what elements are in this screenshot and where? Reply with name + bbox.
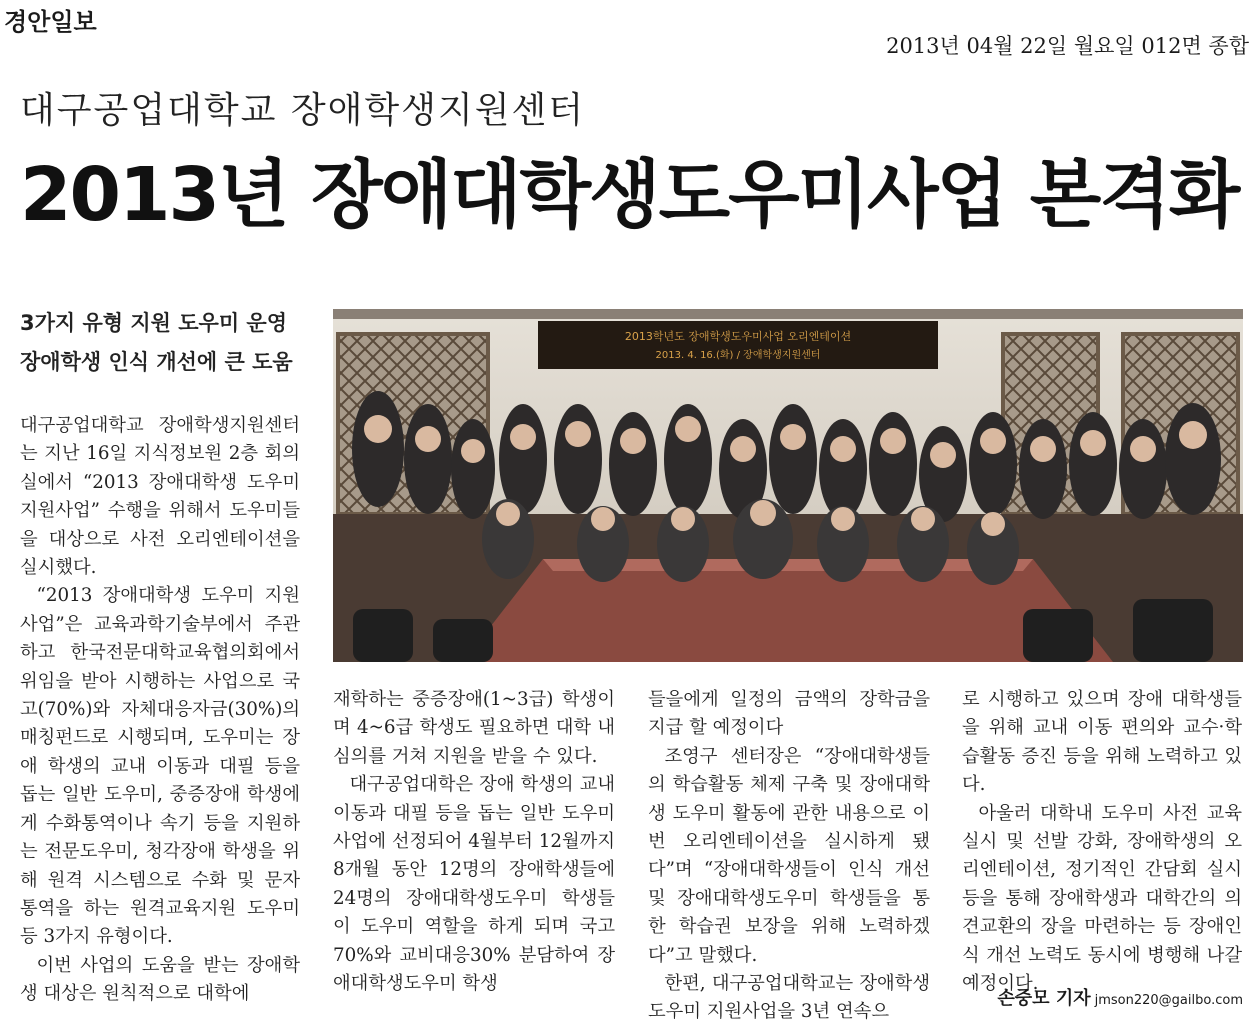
article-headline: 2013년 장애대학생도우미사업 본격화 — [20, 152, 1239, 238]
article-column-2 — [333, 686, 615, 998]
reporter-name: 손중모 기자 — [997, 988, 1091, 1009]
banner-text-2: 2013. 4. 16.(화) / 장애학생지원센터 — [655, 350, 821, 361]
paragraph: 들을에게 일정의 금액의 장학금을 지급 할 예정이다 — [648, 689, 930, 739]
subheading-1: 3가지 유형 지원 도우미 운영 — [20, 311, 288, 335]
paragraph: 재학하는 중증장애(1~3급) 학생이며 4~6급 학생도 필요하면 대학 내 심의를 거쳐 지원을 받을 수 있다. — [333, 689, 615, 767]
article-column-1 — [20, 412, 300, 1009]
reporter-email[interactable]: jmson220@gailbo.com — [1094, 993, 1243, 1008]
paragraph: 로 시행하고 있으며 장애 대학생들을 위해 교내 이동 편의와 교수·학습활동 증진 등을 위해 노력하고 있다. — [962, 689, 1242, 796]
byline — [997, 984, 1243, 1010]
paragraph: 조영구 센터장은 “장애대학생들의 학습활동 체제 구축 및 장애대학생 도우미 활동에 관한 내용으로 이번 오리엔테이션을 실시하게 됐다”며 “장애대학생들이 인식 개선 및 장애대학생도우미 학생들을 통한 학습권 보장을 위해 노력하겠다”고 말했다. — [648, 745, 930, 966]
paragraph: 한편, 대구공업대학교는 장애학생 도우미 지원사업을 3년 연속으 — [648, 973, 930, 1023]
article-kicker: 대구공업대학교 장애학생지원센터 — [20, 90, 586, 131]
newspaper-masthead: 경안일보 — [4, 8, 97, 36]
paragraph: 대구공업대학은 장애 학생의 교내 이동과 대필 등을 돕는 일반 도우미 사업에 선정되어 4월부터 12월까지 8개월 동안 12명의 장애학생들에 24명의 장애대학생도우미 학생들이 도우미 역할을 하게 되며 국고70%와 교비대응30% 분담하여 장애대학생도우미 학생 — [333, 774, 615, 995]
group-photo — [333, 309, 1243, 662]
paragraph: 이번 사업의 도움을 받는 장애학생 대상은 원칙적으로 대학에 — [20, 954, 300, 1005]
paragraph: 아울러 대학내 도우미 사전 교육 실시 및 선발 강화, 장애학생의 오리엔테이션, 정기적인 간담회 실시 등을 통해 장애학생과 대학간의 의견교환의 장을 마련하는 등 장애인식 개선 노력도 동시에 병행해 나갈 예정이다. — [962, 802, 1242, 995]
paragraph: 대구공업대학교 장애학생지원센터는 지난 16일 지식정보원 2층 회의실에서 “2013 장애대학생 도우미 지원사업” 수행을 위해서 도우미들을 대상으로 사전 오리엔테이션을 실시했다. — [20, 415, 300, 579]
paragraph: “2013 장애대학생 도우미 지원사업”은 교육과학기술부에서 주관하고 한국전문대학교육협의회에서 위임을 받아 시행하는 사업으로 국고(70%)와 자체대응자금(30%)의 매칭펀드로 시행되며, 도우미는 장애 학생의 교내 이동과 대필 등을 돕는 일반 도우미, 중증장애 학생에게 수화통역이나 속기 등을 지원하는 전문도우미, 청각장애 학생을 위해 원격 시스템으로 수화 및 문자 통역을 하는 원격교육지원 도우미 등 3가지 유형이다. — [20, 585, 300, 948]
banner-text-1: 2013학년도 장애학생도우미사업 오리엔테이션 — [624, 330, 852, 343]
dateline: 2013년 04월 22일 월요일 012면 종합 — [886, 34, 1249, 58]
article-column-3 — [648, 686, 930, 1027]
subheading-2: 장애학생 인식 개선에 큰 도움 — [20, 350, 293, 374]
article-column-4 — [962, 686, 1242, 998]
